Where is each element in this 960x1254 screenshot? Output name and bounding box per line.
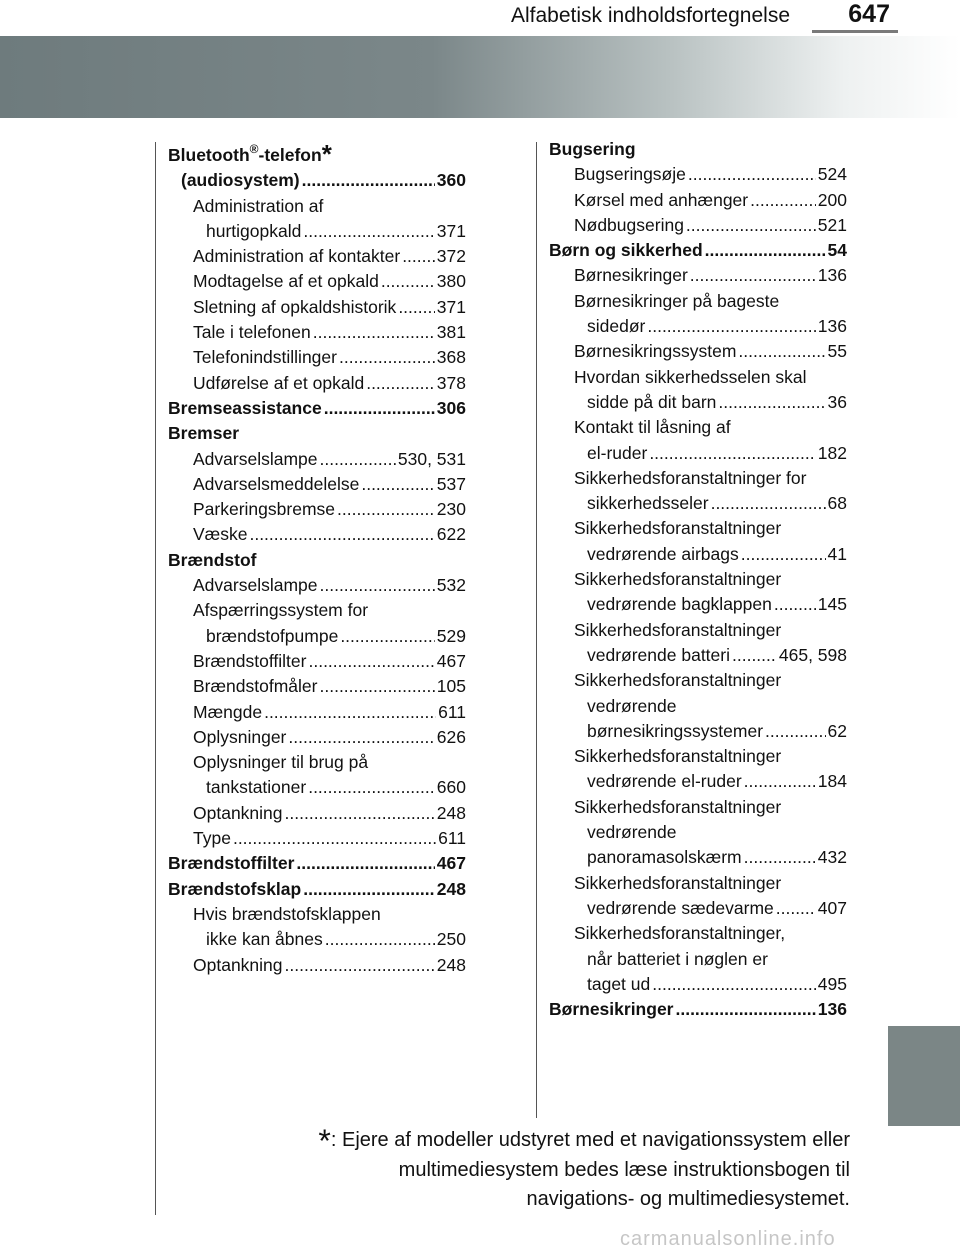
page-reference: 660 <box>436 777 466 798</box>
leader-dots <box>324 396 435 421</box>
leader-dots <box>744 845 816 870</box>
entry-text: Oplysninger til brug på <box>193 752 369 773</box>
page-reference: 68 <box>827 493 847 514</box>
footnote-line: navigations- og multimediesystemet. <box>526 1188 850 1210</box>
entry-text: Sikkerhedsforanstaltninger <box>574 518 782 539</box>
leader-dots <box>690 263 816 288</box>
leader-dots <box>686 213 816 238</box>
page-reference: 248 <box>436 878 466 899</box>
index-subentry <box>168 700 466 725</box>
leader-dots <box>750 188 816 213</box>
page-number: 647 <box>848 0 890 28</box>
entry-text: Afspærringssystem for <box>193 600 369 621</box>
entry-text: sidde på dit barn <box>587 391 717 412</box>
entry-text: Administration af <box>193 195 324 216</box>
index-column-left <box>168 137 466 978</box>
leader-dots <box>285 953 435 978</box>
page-reference: 182 <box>817 442 847 463</box>
leader-dots <box>402 244 435 269</box>
leader-dots <box>366 371 435 396</box>
entry-text: panoramasolskærm <box>587 847 742 868</box>
index-subentry <box>549 744 847 795</box>
index-subentry <box>549 213 847 238</box>
entry-text: Sikkerhedsforanstaltninger <box>574 746 782 767</box>
entry-text: vedrørende <box>587 695 677 716</box>
index-subentry <box>549 618 847 669</box>
entry-text: Børnesikringer <box>574 265 688 286</box>
entry-text: Bluetooth®-telefon* <box>168 139 332 169</box>
entry-text: Hvordan sikkerhedsselen skal <box>574 366 807 387</box>
page-reference: 368 <box>436 347 466 368</box>
page-reference: 524 <box>817 164 847 185</box>
entry-text: Optankning <box>193 802 283 823</box>
entry-text: Advarselslampe <box>193 575 318 596</box>
index-entry <box>549 997 847 1022</box>
index-subentry <box>168 497 466 522</box>
entry-text: sidedør <box>587 316 646 337</box>
leader-dots <box>705 238 826 263</box>
entry-text: hurtigopkald <box>206 220 302 241</box>
footnote-line: multimediesystem bedes læse instruktionsbogen til <box>398 1159 850 1181</box>
index-subentry <box>168 953 466 978</box>
entry-text: Brændstofmåler <box>193 676 318 697</box>
page-reference: 136 <box>817 316 847 337</box>
leader-dots <box>774 592 816 617</box>
page-reference: 248 <box>436 802 466 823</box>
entry-text: el-ruder <box>587 442 648 463</box>
entry-text: (audiosystem) <box>181 170 300 191</box>
page-reference: 626 <box>436 726 466 747</box>
index-subentry <box>168 750 466 801</box>
footnote-marker: * <box>318 1123 331 1159</box>
leader-dots <box>381 269 435 294</box>
index-entry <box>168 396 466 421</box>
leader-dots <box>652 972 816 997</box>
entry-text: Brændstoffilter <box>193 650 307 671</box>
index-subentry <box>168 902 466 953</box>
page-reference: 407 <box>817 897 847 918</box>
page-reference: 184 <box>817 771 847 792</box>
index-subentry <box>549 339 847 364</box>
entry-text: Bremseassistance <box>168 397 322 418</box>
section-tab <box>888 1026 960 1126</box>
entry-text: brændstofpumpe <box>206 625 339 646</box>
index-entry <box>168 851 466 876</box>
leader-dots <box>398 295 434 320</box>
page-reference: 432 <box>817 847 847 868</box>
leader-dots <box>361 472 434 497</box>
entry-text: Bremser <box>168 423 240 444</box>
leader-dots <box>688 162 816 187</box>
entry-text: vedrørende <box>587 822 677 843</box>
entry-text: Advarselsmeddelelse <box>193 473 360 494</box>
page-reference: 611 <box>438 701 466 722</box>
page-reference: 467 <box>436 853 466 874</box>
index-entry <box>168 137 466 194</box>
page-reference: 537 <box>436 473 466 494</box>
page-reference: 530, 531 <box>397 448 466 469</box>
page-reference: 371 <box>436 296 466 317</box>
index-subentry <box>549 871 847 922</box>
leader-dots <box>296 851 434 876</box>
entry-text: Kørsel med anhænger <box>574 189 749 210</box>
leader-dots <box>738 339 825 364</box>
leader-dots <box>285 801 435 826</box>
index-subentry <box>549 921 847 997</box>
entry-text: Børnesikringer <box>549 999 674 1020</box>
entry-text: Brændstof <box>168 549 257 570</box>
index-subentry <box>168 674 466 699</box>
entry-text: vedrørende el-ruder <box>587 771 742 792</box>
page-reference: 622 <box>436 524 466 545</box>
left-divider <box>155 142 156 1215</box>
index-subentry <box>168 295 466 320</box>
header-title: Alfabetisk indholdsfortegnelse <box>510 4 790 27</box>
page-reference: 306 <box>436 397 466 418</box>
index-subentry <box>168 269 466 294</box>
page-number-underline <box>812 30 898 33</box>
leader-dots <box>744 769 816 794</box>
index-subentry <box>549 567 847 618</box>
entry-text: Sikkerhedsforanstaltninger <box>574 619 782 640</box>
entry-text: vedrørende airbags <box>587 543 739 564</box>
page-reference: 136 <box>817 265 847 286</box>
leader-dots <box>233 826 436 851</box>
footnote <box>318 1123 850 1214</box>
entry-text: Parkeringsbremse <box>193 499 335 520</box>
leader-dots <box>308 775 435 800</box>
entry-text: Tale i telefonen <box>193 322 311 343</box>
index-subentry <box>549 289 847 340</box>
index-subentry <box>549 516 847 567</box>
page-reference: 381 <box>436 322 466 343</box>
page-reference: 248 <box>436 954 466 975</box>
entry-text: Børnesikringssystem <box>574 341 737 362</box>
entry-text: vedrørende bagklappen <box>587 594 772 615</box>
entry-text: Brændstoffilter <box>168 853 295 874</box>
entry-text: Brændstofsklap <box>168 878 302 899</box>
index-subentry <box>168 194 466 245</box>
page-reference: 532 <box>436 575 466 596</box>
leader-dots <box>264 700 436 725</box>
entry-text: Modtagelse af et opkald <box>193 271 379 292</box>
index-subentry <box>549 188 847 213</box>
entry-text: Nødbugsering <box>574 214 684 235</box>
index-entry <box>168 548 466 573</box>
page-reference: 136 <box>817 999 847 1020</box>
page-reference: 54 <box>827 240 847 261</box>
entry-text: Bugseringsøje <box>574 164 686 185</box>
entry-text: vedrørende batteri <box>587 644 730 665</box>
page-reference: 371 <box>436 220 466 241</box>
index-subentry <box>168 345 466 370</box>
leader-dots <box>320 674 435 699</box>
watermark: carmanualsonline.info <box>620 1228 836 1250</box>
entry-text: Børn og sikkerhed <box>549 240 703 261</box>
index-subentry <box>549 162 847 187</box>
index-subentry <box>168 320 466 345</box>
index-subentry <box>168 472 466 497</box>
leader-dots <box>337 497 435 522</box>
page-reference: 200 <box>817 189 847 210</box>
page-reference: 467 <box>436 650 466 671</box>
index-subentry <box>168 649 466 674</box>
entry-text: Sikkerhedsforanstaltninger for <box>574 467 807 488</box>
entry-text: Telefonindstillinger <box>193 347 337 368</box>
index-entry <box>549 238 847 263</box>
leader-dots <box>711 491 826 516</box>
leader-dots <box>313 320 435 345</box>
entry-text: Administration af kontakter <box>193 246 401 267</box>
leader-dots <box>741 542 826 567</box>
entry-text: Mængde <box>193 701 263 722</box>
entry-text: tankstationer <box>206 777 307 798</box>
entry-text: Sikkerhedsforanstaltninger <box>574 872 782 893</box>
leader-dots <box>340 624 434 649</box>
page-reference: 55 <box>827 341 847 362</box>
entry-text: Væske <box>193 524 248 545</box>
entry-text: vedrørende sædevarme <box>587 897 774 918</box>
page-reference: 380 <box>436 271 466 292</box>
leader-dots <box>320 573 435 598</box>
entry-text: ikke kan åbnes <box>206 929 323 950</box>
header-band <box>0 36 960 118</box>
page-reference: 372 <box>436 246 466 267</box>
footnote-line: : Ejere af modeller udstyret med et navigationssystem eller <box>330 1129 850 1151</box>
leader-dots <box>776 896 816 921</box>
page-reference: 521 <box>817 214 847 235</box>
leader-dots <box>339 345 435 370</box>
index-subentry <box>549 415 847 466</box>
entry-text: Sikkerhedsforanstaltninger, <box>574 923 786 944</box>
leader-dots <box>647 314 815 339</box>
index-subentry <box>168 725 466 750</box>
entry-text: børnesikringssystemer <box>587 720 764 741</box>
page-reference: 230 <box>436 499 466 520</box>
index-subentry <box>168 522 466 547</box>
entry-text: Hvis brændstofsklappen <box>193 903 381 924</box>
index-subentry <box>168 801 466 826</box>
leader-dots <box>765 719 826 744</box>
entry-text: Type <box>193 828 231 849</box>
entry-text: Sletning af opkaldshistorik <box>193 296 397 317</box>
index-subentry <box>168 244 466 269</box>
entry-text: taget ud <box>587 973 651 994</box>
entry-text: Sikkerhedsforanstaltninger <box>574 670 782 691</box>
page-reference: 378 <box>436 372 466 393</box>
page-reference: 465, 598 <box>778 644 847 665</box>
index-subentry <box>549 668 847 744</box>
leader-dots <box>732 643 777 668</box>
leader-dots <box>303 219 434 244</box>
index-subentry <box>168 447 466 472</box>
index-subentry <box>168 371 466 396</box>
page-header <box>0 0 960 36</box>
index-subentry <box>168 573 466 598</box>
entry-text: Bugsering <box>549 139 636 159</box>
entry-text: Udførelse af et opkald <box>193 372 365 393</box>
entry-text: Børnesikringer på bageste <box>574 290 780 311</box>
page-reference: 145 <box>817 594 847 615</box>
leader-dots <box>649 441 815 466</box>
index-entry <box>549 137 847 162</box>
index-column-right <box>549 137 847 1022</box>
leader-dots <box>288 725 434 750</box>
entry-text: sikkerhedsseler <box>587 493 709 514</box>
leader-dots <box>308 649 434 674</box>
index-subentry <box>168 826 466 851</box>
leader-dots <box>325 927 435 952</box>
leader-dots <box>718 390 825 415</box>
index-subentry <box>549 466 847 517</box>
page-reference: 105 <box>436 676 466 697</box>
page-reference: 41 <box>827 543 847 564</box>
leader-dots <box>320 447 396 472</box>
page-reference: 495 <box>817 973 847 994</box>
leader-dots <box>302 168 435 193</box>
leader-dots <box>303 877 435 902</box>
index-subentry <box>549 263 847 288</box>
page-reference: 62 <box>827 720 847 741</box>
leader-dots <box>675 997 815 1022</box>
entry-text: når batteriet i nøglen er <box>587 948 768 969</box>
leader-dots <box>249 522 434 547</box>
entry-text: Kontakt til låsning af <box>574 417 731 438</box>
entry-text: Optankning <box>193 954 283 975</box>
entry-text: Advarselslampe <box>193 448 318 469</box>
entry-text: Oplysninger <box>193 726 287 747</box>
page-reference: 611 <box>438 828 466 849</box>
entry-text: Sikkerhedsforanstaltninger <box>574 569 782 590</box>
page-reference: 529 <box>436 625 466 646</box>
index-entry <box>168 421 466 446</box>
page-reference: 250 <box>436 929 466 950</box>
index-subentry <box>168 598 466 649</box>
column-divider <box>536 142 537 1118</box>
index-subentry <box>549 365 847 416</box>
page-reference: 360 <box>436 170 466 191</box>
index-entry <box>168 877 466 902</box>
page-reference: 36 <box>827 391 847 412</box>
entry-text: Sikkerhedsforanstaltninger <box>574 796 782 817</box>
index-subentry <box>549 795 847 871</box>
